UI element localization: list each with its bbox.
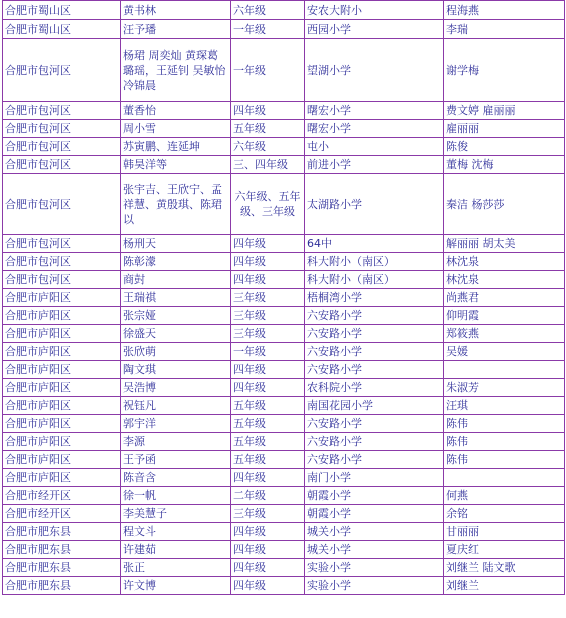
district-cell: 合肥市包河区: [3, 271, 121, 289]
student-cell: 杨刑天: [121, 235, 231, 253]
table-row: [3, 559, 565, 577]
district-cell: 合肥市庐阳区: [3, 361, 121, 379]
table-row: [3, 271, 565, 289]
grade-cell: 五年级: [231, 397, 305, 415]
teacher-cell: 解丽丽 胡太美: [444, 235, 565, 253]
district-cell: 合肥市包河区: [3, 39, 121, 102]
district-cell: 合肥市肥东县: [3, 541, 121, 559]
student-cell: 祝钰凡: [121, 397, 231, 415]
grade-cell: 四年级: [231, 523, 305, 541]
table-row: [3, 174, 565, 235]
teacher-cell: 郑筱燕: [444, 325, 565, 343]
grade-cell: 三年级: [231, 325, 305, 343]
district-cell: 合肥市经开区: [3, 505, 121, 523]
school-cell: 屯小: [305, 138, 444, 156]
student-cell: 陶文琪: [121, 361, 231, 379]
teacher-cell: 刘继兰: [444, 577, 565, 595]
district-cell: 合肥市包河区: [3, 156, 121, 174]
school-cell: 安农大附小: [305, 1, 444, 20]
school-cell: 望湖小学: [305, 39, 444, 102]
district-cell: 合肥市蜀山区: [3, 20, 121, 39]
table-row: [3, 138, 565, 156]
student-cell: 李源: [121, 433, 231, 451]
grade-cell: 四年级: [231, 559, 305, 577]
grade-cell: 六年级: [231, 138, 305, 156]
grade-cell: 三年级: [231, 289, 305, 307]
teacher-cell: 陈伟: [444, 415, 565, 433]
student-cell: 陈彰濛: [121, 253, 231, 271]
school-cell: 曙宏小学: [305, 120, 444, 138]
teacher-cell: 李瑞: [444, 20, 565, 39]
teacher-cell: 夏庆红: [444, 541, 565, 559]
grade-cell: 五年级: [231, 120, 305, 138]
district-cell: 合肥市经开区: [3, 487, 121, 505]
student-cell: 商尌: [121, 271, 231, 289]
school-cell: 六安路小学: [305, 343, 444, 361]
district-cell: 合肥市包河区: [3, 235, 121, 253]
district-cell: 合肥市肥东县: [3, 559, 121, 577]
grade-cell: 五年级: [231, 415, 305, 433]
student-cell: 程文斗: [121, 523, 231, 541]
table-row: [3, 289, 565, 307]
grade-cell: 四年级: [231, 271, 305, 289]
student-cell: 张宗娅: [121, 307, 231, 325]
grade-cell: 四年级: [231, 577, 305, 595]
grade-cell: 二年级: [231, 487, 305, 505]
grade-cell: 三、四年级: [231, 156, 305, 174]
table-row: [3, 39, 565, 102]
table-row: [3, 541, 565, 559]
school-cell: 城关小学: [305, 523, 444, 541]
student-cell: 张正: [121, 559, 231, 577]
district-cell: 合肥市庐阳区: [3, 451, 121, 469]
student-cell: 周小雪: [121, 120, 231, 138]
grade-cell: 一年级: [231, 343, 305, 361]
school-cell: 六安路小学: [305, 451, 444, 469]
teacher-cell: 甘丽丽: [444, 523, 565, 541]
teacher-cell: 余铭: [444, 505, 565, 523]
teacher-cell: 陈伟: [444, 451, 565, 469]
teacher-cell: 朱淑芳: [444, 379, 565, 397]
district-cell: 合肥市庐阳区: [3, 379, 121, 397]
table-row: [3, 451, 565, 469]
table-row: [3, 379, 565, 397]
table-row: [3, 325, 565, 343]
grade-cell: 六年级、五年级、三年级: [231, 174, 305, 235]
table-row: [3, 1, 565, 20]
district-cell: 合肥市庐阳区: [3, 469, 121, 487]
teacher-cell: 尚燕君: [444, 289, 565, 307]
district-cell: 合肥市庐阳区: [3, 343, 121, 361]
student-cell: 李美慧子: [121, 505, 231, 523]
school-cell: 64中: [305, 235, 444, 253]
district-cell: 合肥市包河区: [3, 253, 121, 271]
table-row: [3, 397, 565, 415]
grade-cell: 四年级: [231, 361, 305, 379]
table-row: [3, 156, 565, 174]
award-table: [2, 0, 565, 595]
grade-cell: 三年级: [231, 505, 305, 523]
school-cell: 梧桐湾小学: [305, 289, 444, 307]
district-cell: 合肥市庐阳区: [3, 307, 121, 325]
school-cell: 实验小学: [305, 559, 444, 577]
student-cell: 张欣萌: [121, 343, 231, 361]
student-cell: 苏寅鹏、连延坤: [121, 138, 231, 156]
student-cell: 张宇吉、王欣宁、孟祥慧、黄殷琪、陈珺以: [121, 174, 231, 235]
school-cell: 朝霞小学: [305, 487, 444, 505]
table-row: [3, 415, 565, 433]
grade-cell: 四年级: [231, 541, 305, 559]
school-cell: 朝霞小学: [305, 505, 444, 523]
table-row: [3, 505, 565, 523]
student-cell: 黄书林: [121, 1, 231, 20]
table-row: [3, 433, 565, 451]
school-cell: 南国花园小学: [305, 397, 444, 415]
district-cell: 合肥市肥东县: [3, 523, 121, 541]
teacher-cell: 程海燕: [444, 1, 565, 20]
teacher-cell: 林沈泉: [444, 253, 565, 271]
student-cell: 许建茹: [121, 541, 231, 559]
school-cell: 太湖路小学: [305, 174, 444, 235]
school-cell: 农科院小学: [305, 379, 444, 397]
teacher-cell: 刘继兰 陆文歌: [444, 559, 565, 577]
district-cell: 合肥市包河区: [3, 120, 121, 138]
student-cell: 杨珺 周奕灿 黄琛葛璐瑶，王延钊 吴敏怡 冷锦晨: [121, 39, 231, 102]
district-cell: 合肥市庐阳区: [3, 397, 121, 415]
school-cell: 六安路小学: [305, 415, 444, 433]
district-cell: 合肥市包河区: [3, 138, 121, 156]
grade-cell: 四年级: [231, 253, 305, 271]
teacher-cell: 汪琪: [444, 397, 565, 415]
district-cell: 合肥市庐阳区: [3, 325, 121, 343]
student-cell: 徐一帆: [121, 487, 231, 505]
grade-cell: 五年级: [231, 451, 305, 469]
school-cell: 科大附小（南区）: [305, 271, 444, 289]
student-cell: 郭宇洋: [121, 415, 231, 433]
teacher-cell: 秦洁 杨莎莎: [444, 174, 565, 235]
teacher-cell: 林沈泉: [444, 271, 565, 289]
school-cell: 六安路小学: [305, 307, 444, 325]
student-cell: 董香怡: [121, 102, 231, 120]
school-cell: 六安路小学: [305, 325, 444, 343]
teacher-cell: [444, 361, 565, 379]
table-row: [3, 343, 565, 361]
teacher-cell: 吴媛: [444, 343, 565, 361]
teacher-cell: 谢学梅: [444, 39, 565, 102]
table-row: [3, 577, 565, 595]
table-row: [3, 235, 565, 253]
grade-cell: 五年级: [231, 433, 305, 451]
school-cell: 城关小学: [305, 541, 444, 559]
teacher-cell: [444, 469, 565, 487]
district-cell: 合肥市肥东县: [3, 577, 121, 595]
table-row: [3, 487, 565, 505]
table-row: [3, 102, 565, 120]
table-row: [3, 361, 565, 379]
school-cell: 六安路小学: [305, 361, 444, 379]
table-row: [3, 120, 565, 138]
district-cell: 合肥市庐阳区: [3, 415, 121, 433]
school-cell: 前进小学: [305, 156, 444, 174]
district-cell: 合肥市庐阳区: [3, 433, 121, 451]
district-cell: 合肥市庐阳区: [3, 289, 121, 307]
school-cell: 南门小学: [305, 469, 444, 487]
district-cell: 合肥市蜀山区: [3, 1, 121, 20]
table-row: [3, 469, 565, 487]
school-cell: 实验小学: [305, 577, 444, 595]
teacher-cell: 陈俊: [444, 138, 565, 156]
student-cell: 许文博: [121, 577, 231, 595]
district-cell: 合肥市包河区: [3, 102, 121, 120]
student-cell: 吴浩博: [121, 379, 231, 397]
grade-cell: 四年级: [231, 469, 305, 487]
grade-cell: 四年级: [231, 379, 305, 397]
grade-cell: 一年级: [231, 20, 305, 39]
student-cell: 韩昊洋等: [121, 156, 231, 174]
teacher-cell: 何燕: [444, 487, 565, 505]
student-cell: 汪予璠: [121, 20, 231, 39]
school-cell: 六安路小学: [305, 433, 444, 451]
grade-cell: 四年级: [231, 235, 305, 253]
student-cell: 王予函: [121, 451, 231, 469]
school-cell: 西园小学: [305, 20, 444, 39]
district-cell: 合肥市包河区: [3, 174, 121, 235]
teacher-cell: 雇丽丽: [444, 120, 565, 138]
teacher-cell: 陈伟: [444, 433, 565, 451]
grade-cell: 四年级: [231, 102, 305, 120]
table-row: [3, 523, 565, 541]
teacher-cell: 董梅 沈梅: [444, 156, 565, 174]
school-cell: 曙宏小学: [305, 102, 444, 120]
student-cell: 徐盛天: [121, 325, 231, 343]
table-row: [3, 307, 565, 325]
school-cell: 科大附小（南区）: [305, 253, 444, 271]
grade-cell: 三年级: [231, 307, 305, 325]
grade-cell: 六年级: [231, 1, 305, 20]
teacher-cell: 费文婷 雇丽丽: [444, 102, 565, 120]
table-row: [3, 20, 565, 39]
grade-cell: 一年级: [231, 39, 305, 102]
table-body: [3, 1, 565, 595]
teacher-cell: 仰明霞: [444, 307, 565, 325]
table-row: [3, 253, 565, 271]
student-cell: 陈音含: [121, 469, 231, 487]
student-cell: 王瑞祺: [121, 289, 231, 307]
